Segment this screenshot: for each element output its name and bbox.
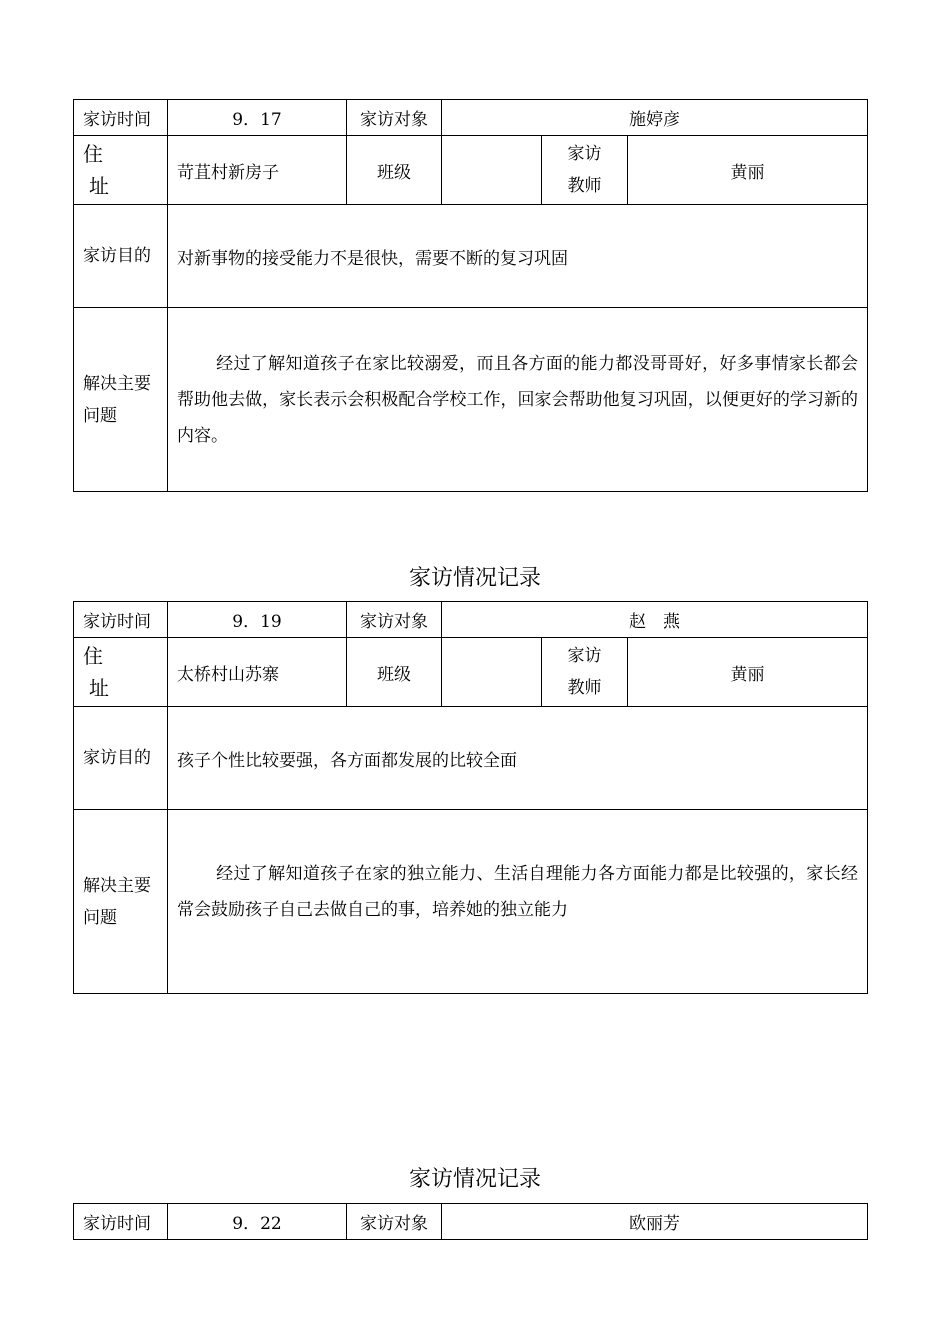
purpose-value: 对新事物的接受能力不是很快，需要不断的复习巩固 [168, 205, 868, 308]
address-label: 住 址 [74, 136, 168, 205]
visit-time-label: 家访时间 [74, 602, 168, 638]
address-value: 苛苴村新房子 [168, 136, 347, 205]
visit-time-label: 家访时间 [74, 1204, 168, 1240]
visit-target-value: 欧丽芳 [442, 1204, 868, 1240]
visit-target-value: 施婷彦 [442, 100, 868, 136]
visit-record-table-1 [73, 99, 868, 492]
class-value [442, 638, 542, 707]
visit-time-value: 9．22 [168, 1204, 347, 1240]
class-value [442, 136, 542, 205]
visit-time-label: 家访时间 [74, 100, 168, 136]
visit-record-table-2 [73, 601, 868, 994]
purpose-value: 孩子个性比较要强，各方面都发展的比较全面 [168, 707, 868, 810]
visit-target-label: 家访对象 [347, 1204, 442, 1240]
teacher-label: 家访 教师 [542, 638, 628, 707]
purpose-label: 家访目的 [74, 205, 168, 308]
solution-value: 经过了解知道孩子在家比较溺爱，而且各方面的能力都没哥哥好，好多事情家长都会帮助他去做，家长表示会积极配合学校工作，回家会帮助他复习巩固，以便更好的学习新的内容。 [168, 308, 868, 492]
class-label: 班级 [347, 638, 442, 707]
section-title: 家访情况记录 [408, 566, 541, 591]
solution-label: 解决主要 问题 [74, 810, 168, 994]
address-value: 太桥村山苏寨 [168, 638, 347, 707]
teacher-value: 黄丽 [628, 638, 868, 707]
class-label: 班级 [347, 136, 442, 205]
visit-time-value: 9．17 [168, 100, 347, 136]
visit-target-label: 家访对象 [347, 602, 442, 638]
teacher-label: 家访 教师 [542, 136, 628, 205]
solution-label: 解决主要 问题 [74, 308, 168, 492]
address-label: 住 址 [74, 638, 168, 707]
section-title: 家访情况记录 [408, 1167, 541, 1192]
visit-target-value: 赵 燕 [442, 602, 868, 638]
solution-value: 经过了解知道孩子在家的独立能力、生活自理能力各方面能力都是比较强的，家长经常会鼓励孩子自己去做自己的事，培养她的独立能力 [168, 810, 868, 994]
visit-time-value: 9．19 [168, 602, 347, 638]
teacher-value: 黄丽 [628, 136, 868, 205]
purpose-label: 家访目的 [74, 707, 168, 810]
visit-target-label: 家访对象 [347, 100, 442, 136]
visit-record-table-3 [73, 1203, 868, 1240]
